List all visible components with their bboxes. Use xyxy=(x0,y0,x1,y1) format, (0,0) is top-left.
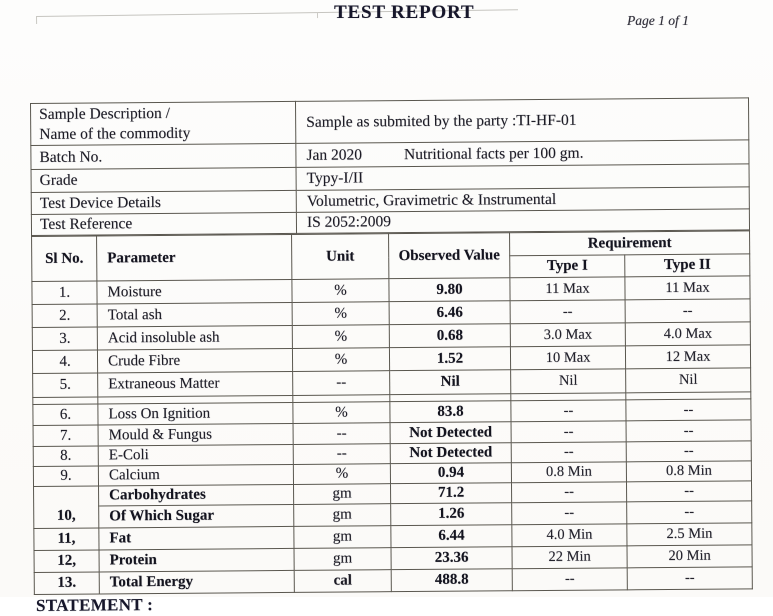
cell-sl-no: 5. xyxy=(33,373,98,398)
fragment-tick xyxy=(36,16,37,24)
cell-observed-value: Not Detected xyxy=(390,443,511,464)
cell-sl-no: 2. xyxy=(32,304,97,328)
header-requirement: Requirement xyxy=(510,231,750,256)
cell-type-i: -- xyxy=(511,482,626,503)
cell-sl-no: 7. xyxy=(33,425,98,447)
info-row xyxy=(31,98,749,146)
cell-type-i: 10 Max xyxy=(510,346,625,370)
cell-unit: % xyxy=(293,464,390,485)
batch-value: Jan 2020 xyxy=(306,145,363,164)
cell-parameter: Fat xyxy=(99,526,294,550)
cell-observed-value: 1.52 xyxy=(389,347,510,371)
cell-type-ii: -- xyxy=(626,481,751,502)
page-title: TEST REPORT xyxy=(334,2,475,23)
cell-type-ii: -- xyxy=(626,420,751,442)
info-label-sample-description: Sample Description / Name of the commodity xyxy=(31,101,296,145)
cell-sl-no: 1. xyxy=(32,281,97,305)
header-parameter: Parameter xyxy=(97,234,292,281)
cell-sl-no: 12, xyxy=(34,550,99,573)
page-number-indicator: Page 1 of 1 xyxy=(627,13,689,28)
cell-type-ii: 12 Max xyxy=(625,345,750,369)
cell-sl-no: 9. xyxy=(33,466,98,487)
info-label-test-device: Test Device Details xyxy=(31,190,296,214)
cell-type-i: -- xyxy=(511,400,626,422)
cell-type-i: -- xyxy=(510,300,625,324)
cell-sl-no: 11, xyxy=(34,528,99,551)
info-label-batch-no: Batch No. xyxy=(31,143,296,169)
cell-parameter: Moisture xyxy=(97,279,292,304)
cell-parameter: Loss On Ignition xyxy=(98,402,293,425)
cell-unit: gm xyxy=(294,526,391,549)
cell-type-i: 4.0 Min xyxy=(512,524,627,547)
cell-sl-no: 6. xyxy=(33,404,98,426)
cell-parameter: Total Energy xyxy=(99,570,294,594)
cell-unit: % xyxy=(292,302,389,326)
cell-type-i: -- xyxy=(512,568,627,591)
cell-parameter: Of Which Sugar xyxy=(99,504,294,528)
info-value-test-device: Volumetric, Gravimetric & Instrumental xyxy=(296,187,749,213)
cell-sl-no: 13. xyxy=(34,572,99,595)
cell-observed-value: 0.68 xyxy=(389,324,510,348)
cell-unit: gm xyxy=(294,504,391,527)
cell-sl-no: 10, xyxy=(34,486,99,529)
document-body xyxy=(30,97,752,616)
cell-type-ii: 2.5 Min xyxy=(627,523,752,546)
header-unit: Unit xyxy=(292,234,389,280)
cell-type-ii: -- xyxy=(627,567,752,590)
header-observed-value: Observed Value xyxy=(389,233,510,279)
cell-type-i: 0.8 Min xyxy=(511,462,626,483)
fragment-tick xyxy=(317,12,318,18)
cell-type-ii: -- xyxy=(625,299,750,323)
header-type-ii: Type II xyxy=(625,254,750,277)
cell-type-ii: 20 Min xyxy=(627,545,752,568)
cell-unit: cal xyxy=(294,570,391,593)
cell-observed-value: 71.2 xyxy=(391,483,512,504)
cell-parameter: E-Coli xyxy=(98,444,293,466)
cell-observed-value: Nil xyxy=(390,370,511,395)
cell-parameter: Extraneous Matter xyxy=(98,371,293,397)
cell-type-ii: 11 Max xyxy=(625,276,750,300)
cell-parameter: Total ash xyxy=(97,302,292,327)
cell-observed-value: Not Detected xyxy=(390,422,511,444)
info-label-grade: Grade xyxy=(31,167,296,192)
cell-sl-no: 4. xyxy=(32,350,97,374)
cell-parameter: Protein xyxy=(99,548,294,572)
cell-type-ii: Nil xyxy=(626,368,751,393)
cell-parameter: Crude Fibre xyxy=(97,348,292,373)
info-label-test-reference: Test Reference xyxy=(31,212,296,235)
cell-type-ii: -- xyxy=(626,441,751,462)
cell-observed-value: 83.8 xyxy=(390,401,511,423)
cell-sl-no: 8. xyxy=(33,446,98,467)
cell-unit: % xyxy=(292,279,389,303)
cell-type-ii: 4.0 Max xyxy=(625,322,750,346)
cell-type-i: 3.0 Max xyxy=(510,323,625,347)
cell-unit: % xyxy=(292,348,389,372)
cell-observed-value: 0.94 xyxy=(390,463,511,484)
statement-label: STATEMENT : xyxy=(35,595,154,615)
cell-type-ii: -- xyxy=(626,399,751,421)
cell-unit: -- xyxy=(293,423,390,445)
cell-unit: -- xyxy=(293,371,390,396)
cell-unit: % xyxy=(293,402,390,424)
cell-type-i: -- xyxy=(512,502,627,525)
cell-parameter: Mould & Fungus xyxy=(98,423,293,446)
cell-type-i: -- xyxy=(511,442,626,463)
sample-info-table xyxy=(30,97,750,236)
cell-parameter: Carbohydrates xyxy=(99,484,294,506)
cell-observed-value: 23.36 xyxy=(391,547,512,570)
cell-type-ii: 0.8 Min xyxy=(626,461,751,482)
header-type-i: Type I xyxy=(510,255,625,278)
cell-type-ii: -- xyxy=(627,501,752,524)
info-value-grade: Typy-I/II xyxy=(296,164,749,191)
cell-type-i: -- xyxy=(511,421,626,443)
cell-unit: gm xyxy=(294,548,391,571)
cell-type-i: Nil xyxy=(511,369,626,394)
cell-observed-value: 6.44 xyxy=(391,525,512,548)
test-results-table xyxy=(31,230,753,595)
cell-parameter: Calcium xyxy=(98,464,293,486)
info-value-sample-description: Sample as submited by the party :TI-HF-01 xyxy=(295,98,748,144)
cell-unit: gm xyxy=(294,484,391,505)
cell-type-i: 22 Min xyxy=(512,546,627,569)
cell-observed-value: 9.80 xyxy=(389,278,510,302)
cell-parameter: Acid insoluble ash xyxy=(97,325,292,350)
info-value-batch-no xyxy=(296,140,749,168)
cell-observed-value: 1.26 xyxy=(391,503,512,526)
cell-unit: -- xyxy=(293,444,390,465)
cell-observed-value: 488.8 xyxy=(391,569,512,592)
info-value-test-reference: IS 2052:2009 xyxy=(296,209,749,234)
cell-observed-value: 6.46 xyxy=(389,301,510,325)
batch-note: Nutritional facts per 100 gm. xyxy=(403,144,584,163)
header-sl-no: Sl No. xyxy=(32,236,97,282)
cell-sl-no: 3. xyxy=(32,327,97,351)
cell-unit: % xyxy=(292,325,389,349)
cell-type-i: 11 Max xyxy=(510,277,625,301)
